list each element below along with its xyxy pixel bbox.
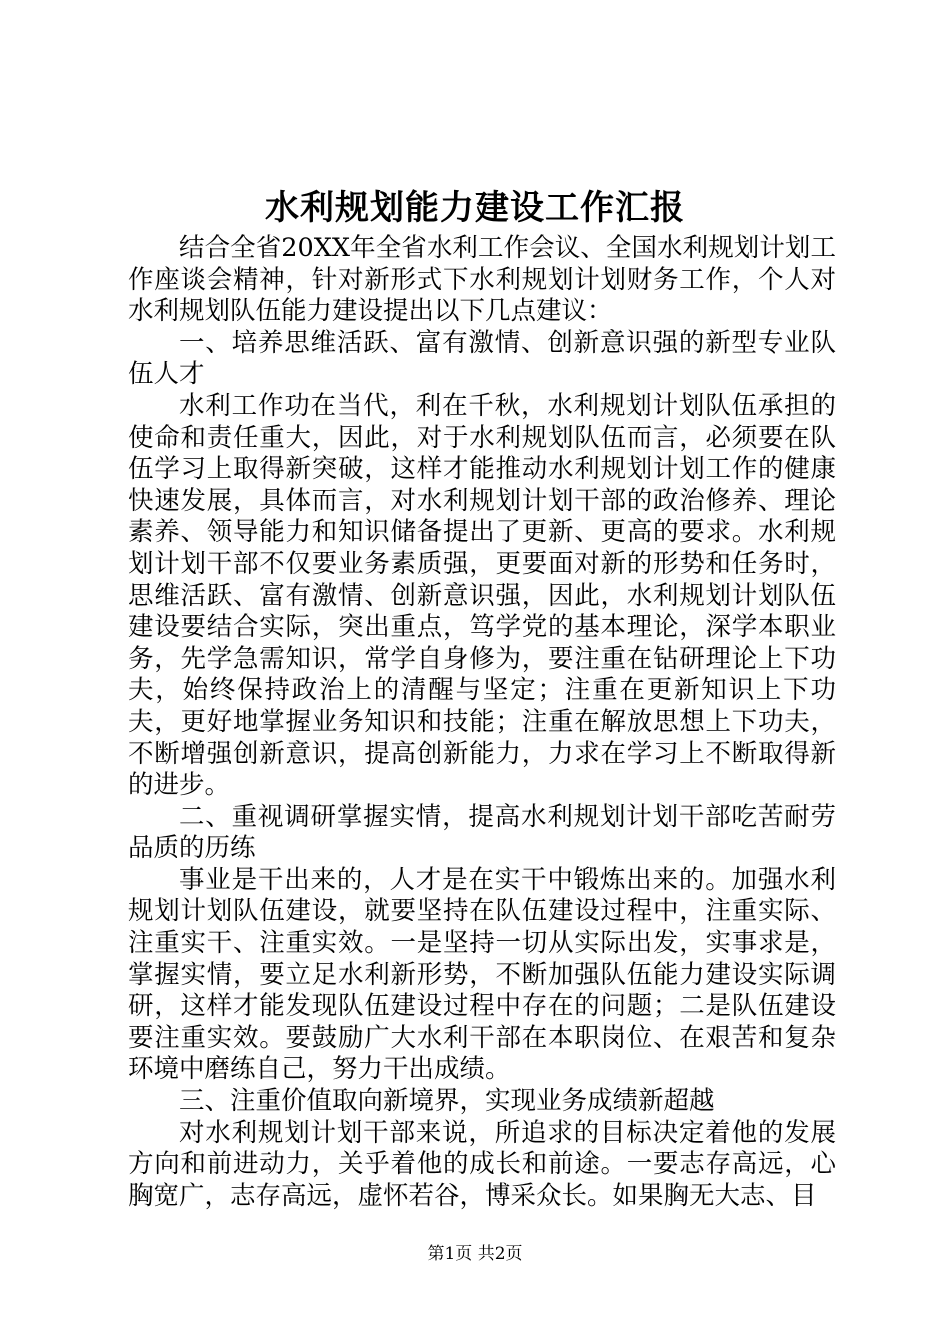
paragraph-intro: 结合全省20XX年全省水利工作会议、全国水利规划计划工作座谈会精神，针对新形式下水利规划计划财务工作，个人对水利规划队伍能力建设提出以下几点建议： [128,233,836,327]
paragraph-section-2: 事业是干出来的，人才是在实干中锻炼出来的。加强水利规划计划队伍建设，就要坚持在队伍建设过程中，注重实际、注重实干、注重实效。一是坚持一切从实际出发，实事求是，掌握实情，要立足水利新形势，不断加强队伍能力建设实际调研，这样才能发现队伍建设过程中存在的问题；二是队伍建设要注重实效。要鼓励广大水利干部在本职岗位、在艰苦和复杂环境中磨练自己，努力干出成绩。 [128,864,836,1085]
page-number: 第1页 共2页 [427,1244,523,1264]
section-heading-3: 三、注重价值取向新境界，实现业务成绩新超越 [179,1086,715,1117]
paragraph-section-1: 水利工作功在当代，利在千秋，水利规划计划队伍承担的使命和责任重大，因此，对于水利规划队伍而言，必须要在队伍学习上取得新突破，这样才能推动水利规划计划工作的健康快速发展，具体而言，对水利规划计划干部的政治修养、理论素养、领导能力和知识储备提出了更新、更高的要求。水利规划计划干部不仅要业务素质强，更要面对新的形势和任务时，思维活跃、富有激情、创新意识强，因此，水利规划计划队伍建设要结合实际，突出重点，笃学党的基本理论，深学本职业务，先学急需知识，常学自身修为，要注重在钻研理论上下功夫，始终保持政治上的清醒与坚定；注重在更新知识上下功夫，更好地掌握业务知识和技能；注重在解放思想上下功夫，不断增强创新意识，提高创新能力，力求在学习上不断取得新的进步。 [128,390,836,801]
section-heading-1: 一、培养思维活跃、富有激情、创新意识强的新型专业队伍人才 [128,327,836,390]
section-heading-2: 二、重视调研掌握实情，提高水利规划计划干部吃苦耐劳品质的历练 [128,801,836,864]
paragraph-section-3: 对水利规划计划干部来说，所追求的目标决定着他的发展方向和前进动力，关乎着他的成长和前途。一要志存高远，心胸宽广，志存高远，虚怀若谷，博采众长。如果胸无大志、目 [128,1117,836,1211]
document-body [128,233,836,1212]
document-title: 水利规划能力建设工作汇报 [265,188,685,228]
